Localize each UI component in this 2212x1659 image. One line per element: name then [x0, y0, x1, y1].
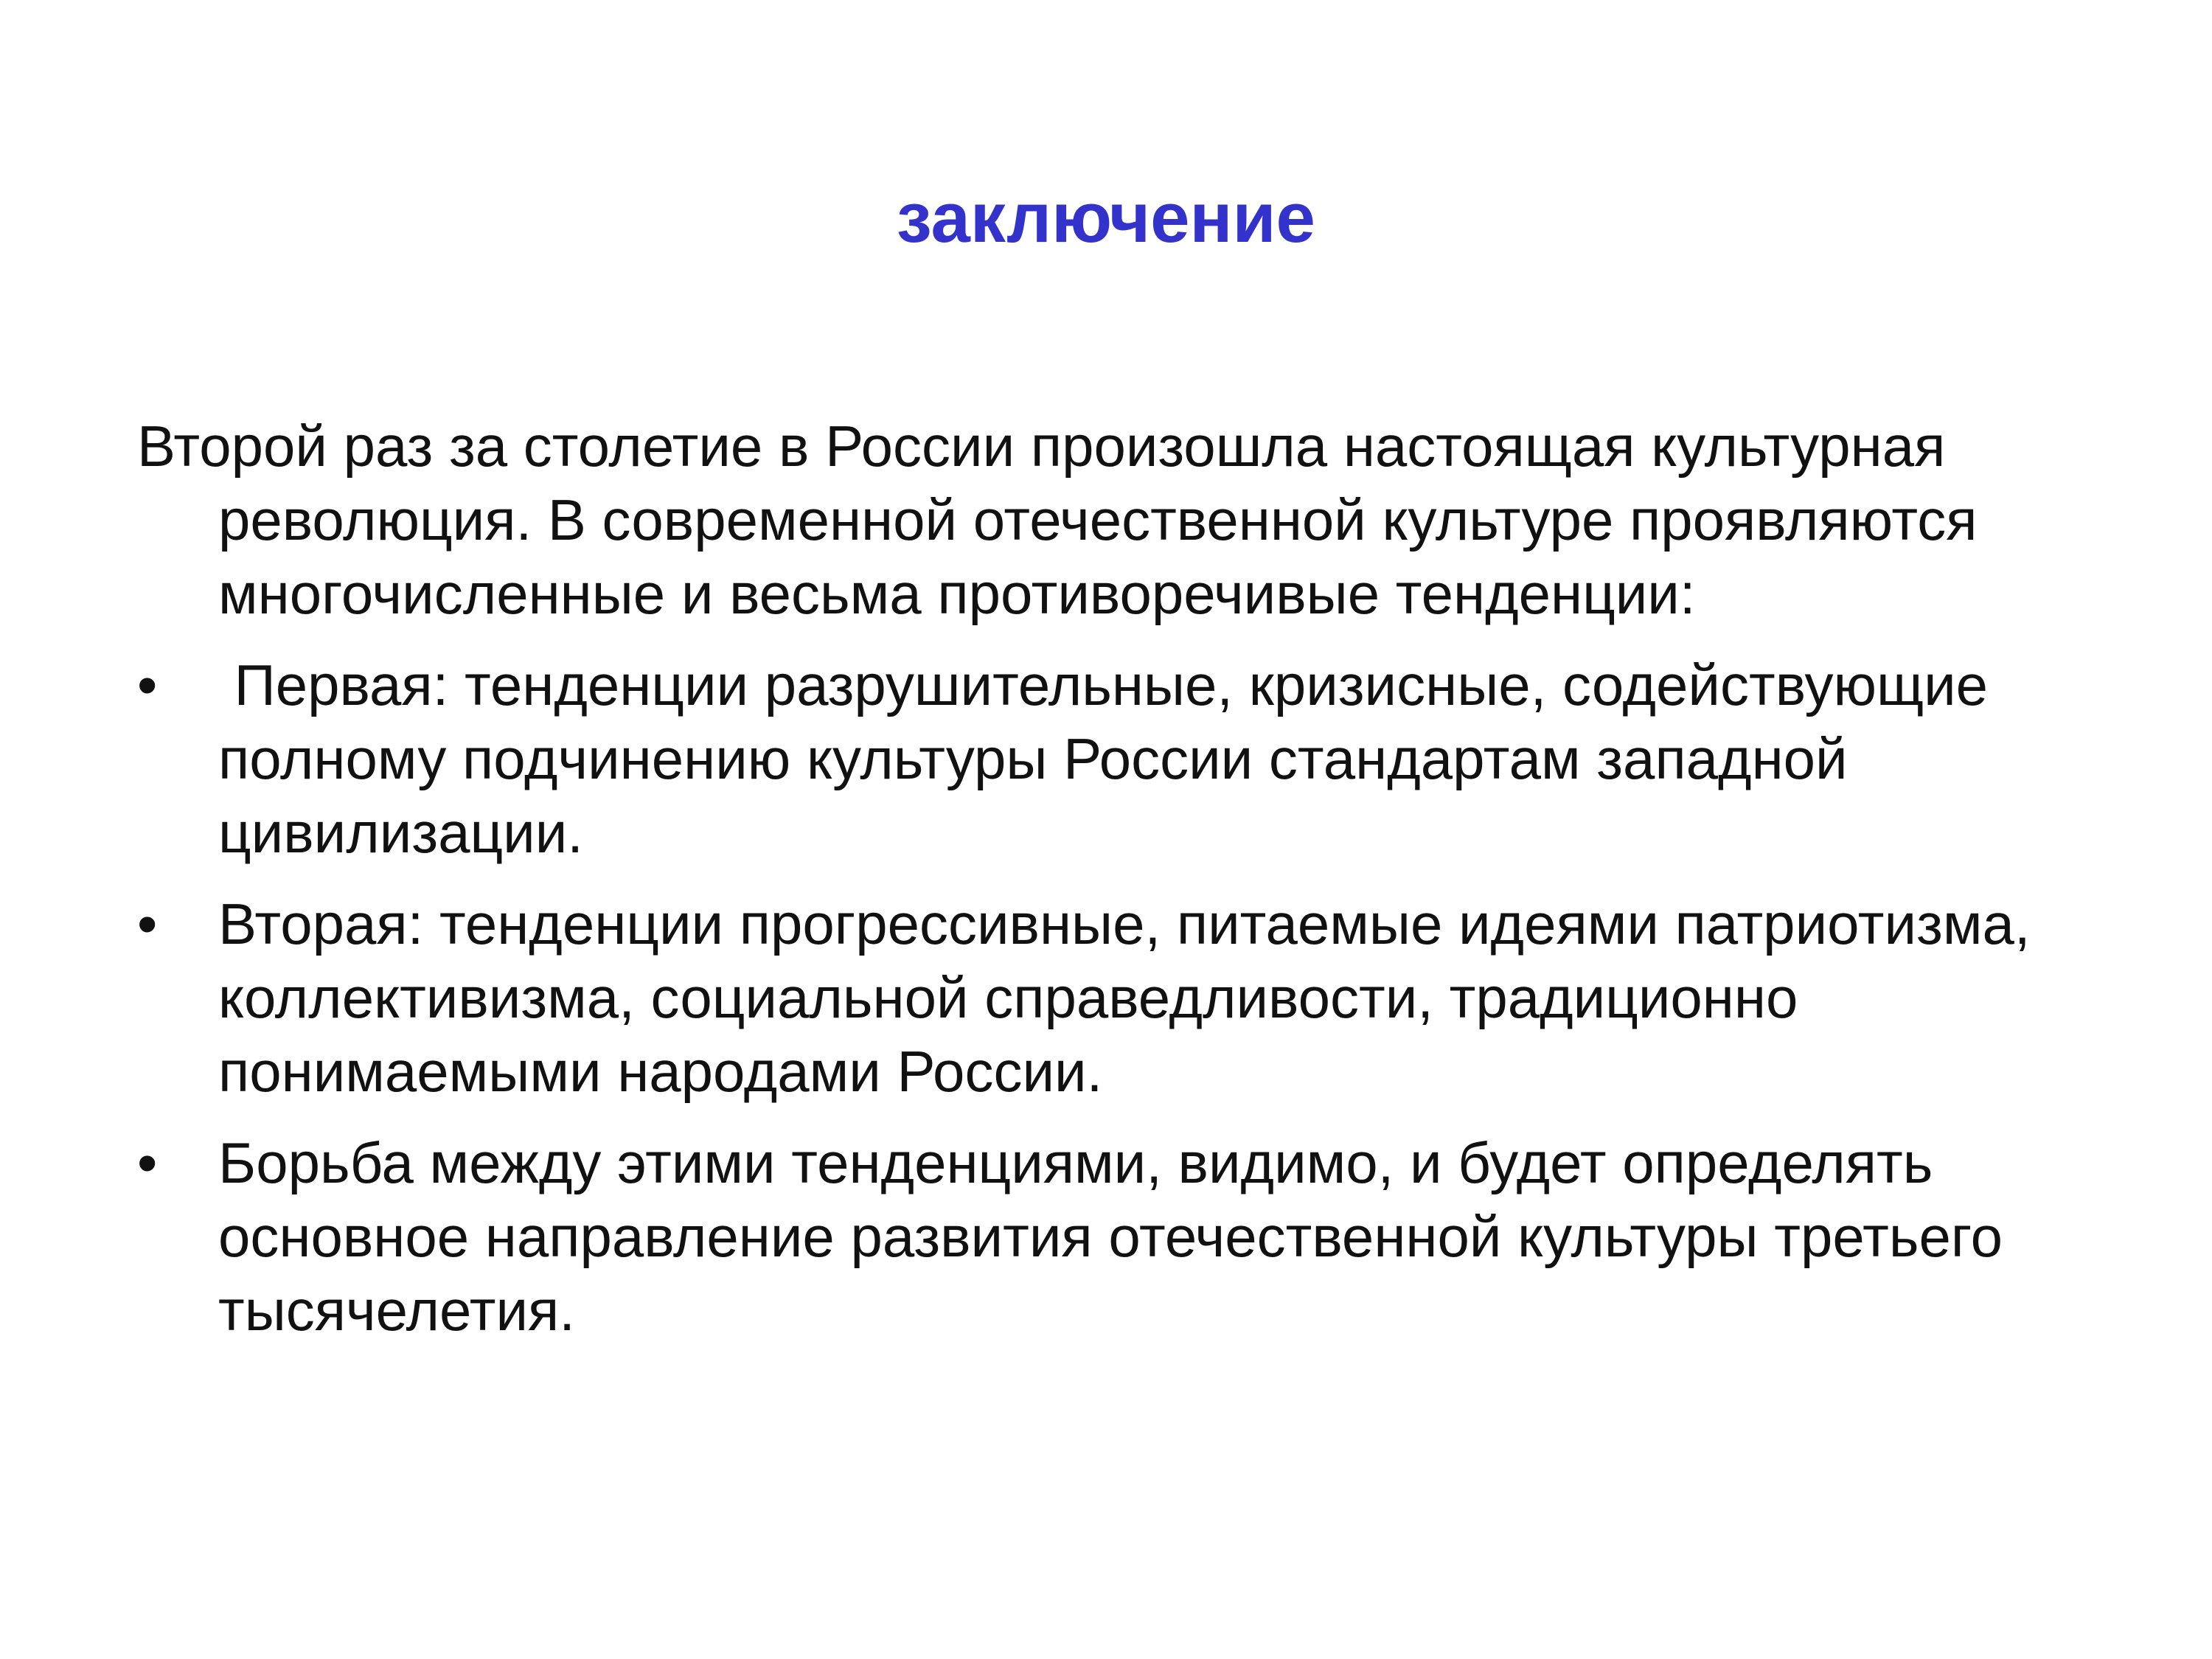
bullet-text: Первая: тенденции разрушительные, кризисные, содействующие полному подчинению культуры России стандартам западной цивилизации.	[218, 653, 2004, 865]
bullet-dot-icon: •	[137, 653, 158, 717]
bullet-item	[137, 1126, 2143, 1347]
bullet-dot-icon: •	[137, 1130, 158, 1195]
bullet-dot-icon: •	[137, 891, 158, 956]
bullet-item	[137, 887, 2143, 1108]
bullet-text: Вторая: тенденции прогрессивные, питаемые идеями патриотизма, коллективизма, социальной справедливости, традиционно понимаемыми народами России.	[218, 891, 2031, 1104]
slide-body	[137, 409, 2143, 1365]
bullet-item	[137, 648, 2143, 869]
intro-paragraph: Второй раз за столетие в России произошла настоящая культурная революция. В современной отечественной культуре проявляются многочисленные и весьма противоречивые тенденции:	[137, 414, 1978, 626]
slide-title: заключение	[897, 178, 1315, 257]
bullet-text: Борьба между этими тенденциями, видимо, и будет определять основное направление развития отечественной культуры третьего тысячелетия.	[218, 1130, 2003, 1343]
